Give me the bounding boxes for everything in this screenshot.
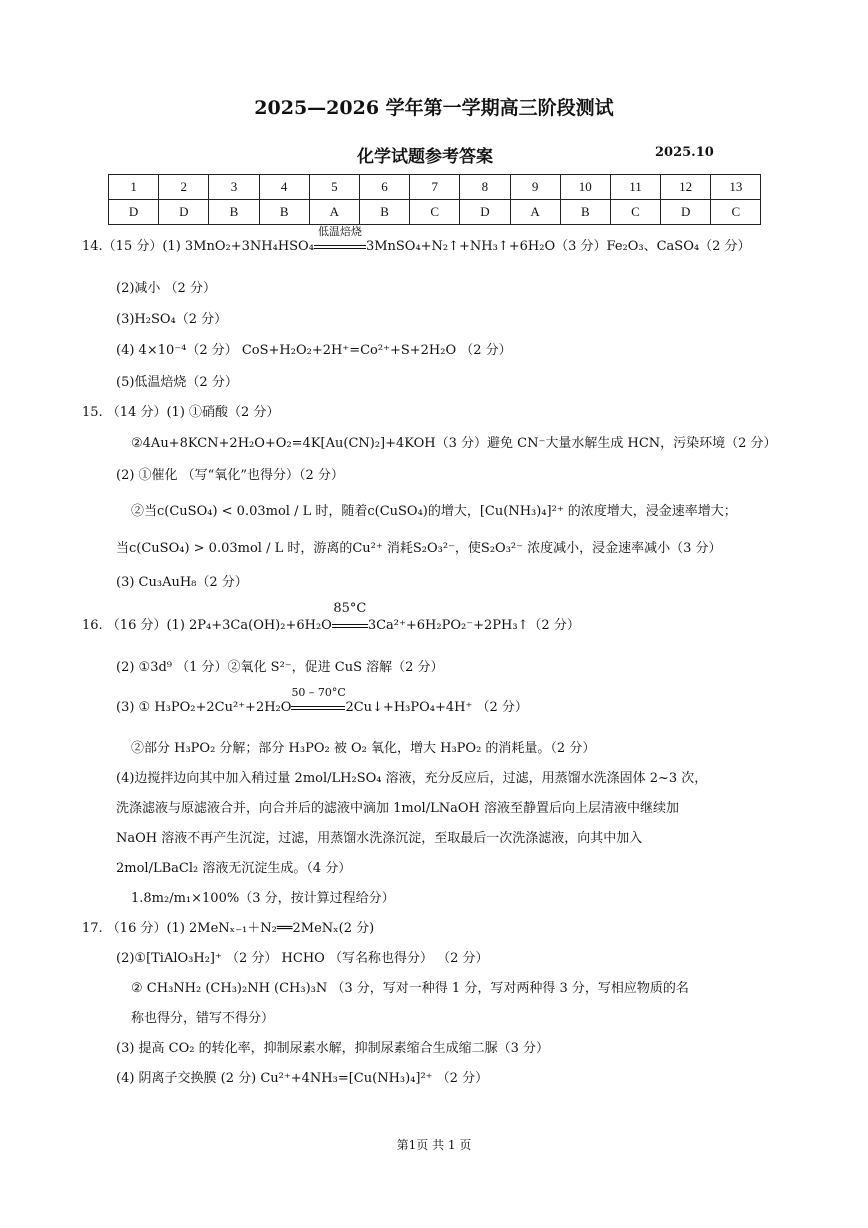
question-number: 11	[610, 175, 660, 200]
q16-l3-condition-text: 50 – 70°C	[291, 686, 346, 699]
question-number: 2	[159, 175, 209, 200]
question-number: 5	[309, 175, 359, 200]
page-subtitle: 化学试题参考答案	[357, 147, 493, 167]
question-number: 7	[410, 175, 460, 200]
q14-condition-text: 低温焙烧	[317, 225, 362, 238]
question-number: 10	[560, 175, 610, 200]
equals-bar	[314, 245, 366, 249]
q14-reaction-condition	[314, 225, 366, 256]
page-title: 2025—2026 学年第一学期高三阶段测试	[254, 97, 614, 119]
q16-l3-right: 2Cu↓+H₃PO₄+4H⁺ （2 分）	[345, 700, 528, 715]
question-number: 9	[510, 175, 560, 200]
q14-line-2: (2)减小 （2 分）	[116, 281, 216, 296]
q14-line-1	[82, 225, 751, 256]
q17-line-3: ② CH₃NH₂ (CH₃)₂NH (CH₃)₃N （3 分，写对一种得 1 分，写对两种得 3 分，写相应物质的名	[131, 981, 689, 996]
answer-cell: B	[359, 200, 409, 225]
q16-head: 16. （16 分）(1) 2P₄+3Ca(OH)₂+6H₂O	[82, 618, 332, 633]
q16-line-7: NaOH 溶液不再产生沉淀，过滤，用蒸馏水洗涤沉淀，至取最后一次洗涤滤液，向其中加入	[116, 831, 643, 846]
answer-cell: C	[610, 200, 660, 225]
answer-cell: D	[109, 200, 159, 225]
q16-line-2: (2) ①3d⁹ （1 分）②氧化 S²⁻，促进 CuS 溶解（2 分）	[116, 660, 444, 675]
q17-line-5: (3) 提高 CO₂ 的转化率，抑制尿素水解，抑制尿素缩合生成缩二脲（3 分）	[116, 1041, 550, 1056]
answer-cell: D	[159, 200, 209, 225]
q16-eq-right: 3Ca²⁺+6H₂PO₂⁻+2PH₃↑（2 分）	[367, 618, 580, 633]
q17-line-2: (2)①[TiAlO₃H₂]⁺ （2 分） HCHO （写名称也得分） （2 分）	[116, 951, 489, 966]
answer-table-answers-row	[109, 200, 761, 225]
q14-eq-left: 3MnO₂+3NH₄HSO₄	[184, 239, 314, 254]
q16-line-1	[82, 601, 580, 635]
answer-table	[108, 174, 761, 225]
page-footer: 第1页 共 1 页	[396, 1138, 472, 1152]
question-number: 6	[359, 175, 409, 200]
q16-line-4: ②部分 H₃PO₂ 分解；部分 H₃PO₂ 被 O₂ 氧化，增大 H₃PO₂ 的消耗量。（2 分）	[131, 741, 596, 756]
question-number: 12	[661, 175, 711, 200]
answer-cell: B	[259, 200, 309, 225]
answer-cell: C	[711, 200, 761, 225]
q15-line-1: 15. （14 分）(1) ①硝酸（2 分）	[82, 405, 280, 420]
answer-cell: C	[410, 200, 460, 225]
question-number: 8	[460, 175, 510, 200]
answer-cell: A	[510, 200, 560, 225]
question-number: 3	[209, 175, 259, 200]
q14-head: 14.（15 分）(1)	[82, 239, 185, 254]
q16-line-9: 1.8m₂/m₁×100%（3 分，按计算过程给分）	[131, 891, 395, 906]
exam-date: 2025.10	[655, 145, 714, 160]
q15-line-2: ②4Au+8KCN+2H₂O+O₂=4K[Au(CN)₂]+4KOH（3 分）避免 CN⁻大量水解生成 HCN，污染环境（2 分）	[131, 436, 777, 451]
q16-l3-reaction-condition	[291, 686, 346, 717]
q16-line-6: 洗涤滤液与原滤液合并，向合并后的滤液中滴加 1mol/LNaOH 溶液至静置后向上层清液中继续加	[116, 801, 679, 816]
equals-bar	[291, 706, 345, 710]
q16-reaction-condition	[332, 601, 368, 635]
q15-line-5: 当c(CuSO₄) > 0.03mol / L 时，游离的Cu²⁺ 消耗S₂O₃²⁻，使S₂O₃²⁻ 浓度减小，浸金速率减小（3 分）	[116, 541, 722, 556]
q16-line-5: (4)边搅拌边向其中加入稍过量 2mol/LH₂SO₄ 溶液，充分反应后，过滤，用蒸馏水洗涤固体 2~3 次，	[116, 771, 708, 786]
question-number: 4	[259, 175, 309, 200]
question-number: 1	[109, 175, 159, 200]
q17-line-6: (4) 阴离子交换膜 (2 分) Cu²⁺+4NH₃=[Cu(NH₃)₄]²⁺ （2 分）	[116, 1071, 489, 1086]
question-number: 13	[711, 175, 761, 200]
answer-cell: D	[460, 200, 510, 225]
q16-line-3	[116, 686, 528, 717]
q17-line-4: 称也得分，错写不得分）	[131, 1011, 275, 1026]
q15-line-4: ②当c(CuSO₄) < 0.03mol / L 时，随着c(CuSO₄)的增大，[Cu(NH₃)₄]²⁺ 的浓度增大，浸金速率增大；	[131, 504, 737, 519]
q15-line-3: (2) ①催化 （写“氧化”也得分）（2 分）	[116, 468, 344, 483]
q17-line-1: 17. （16 分）(1) 2MeNₓ₋₁＋N₂══2MeNₓ(2 分)	[82, 921, 375, 936]
answer-table-numbers-row	[109, 175, 761, 200]
q15-line-6: (3) Cu₃AuH₈（2 分）	[116, 575, 248, 590]
q14-line-3: (3)H₂SO₄（2 分）	[116, 312, 228, 327]
answer-cell: D	[661, 200, 711, 225]
answer-cell: B	[560, 200, 610, 225]
q16-l3-left: (3) ① H₃PO₂+2Cu²⁺+2H₂O	[116, 700, 292, 715]
equals-bar	[332, 624, 368, 628]
q16-line-8: 2mol/LBaCl₂ 溶液无沉淀生成。（4 分）	[116, 861, 352, 876]
q14-line-5: (5)低温焙烧（2 分）	[116, 375, 238, 390]
answer-cell: B	[209, 200, 259, 225]
q16-condition-text: 85°C	[333, 601, 367, 616]
q14-line-4: (4) 4×10⁻⁴（2 分） CoS+H₂O₂+2H⁺=Co²⁺+S+2H₂O （2 分）	[116, 343, 512, 358]
answer-cell: A	[309, 200, 359, 225]
q14-eq-right: 3MnSO₄+N₂↑+NH₃↑+6H₂O（3 分）Fe₂O₃、CaSO₄（2 分）	[365, 239, 751, 254]
